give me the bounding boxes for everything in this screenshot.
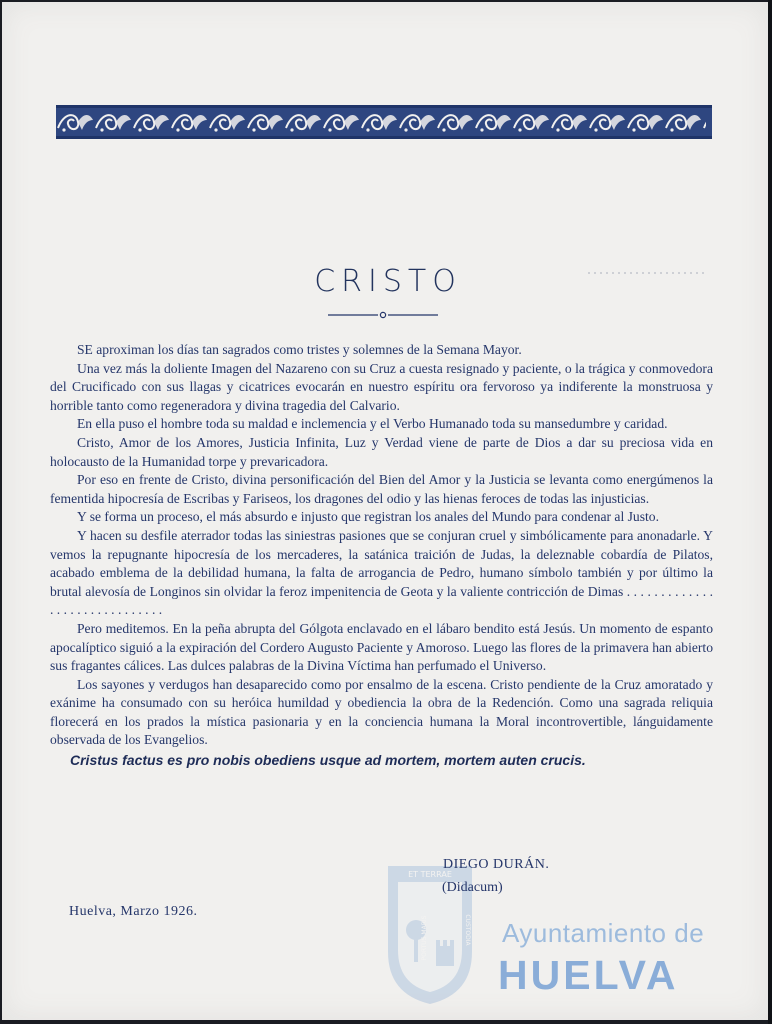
scroll-motif: [362, 115, 397, 132]
scroll-motif: [172, 115, 207, 132]
scroll-motif: [666, 115, 701, 132]
scroll-motif: [96, 115, 131, 132]
scroll-motif: [286, 115, 321, 132]
book-edge-shadow: [768, 0, 772, 1024]
scroll-motif: [476, 115, 511, 132]
scroll-motif: [400, 115, 435, 132]
paragraph: SE aproximan los días tan sagrados como tristes y solemnes de la Semana Mayor.: [77, 342, 522, 357]
paragraph: Y se forma un proceso, el más absurdo e injusto que registran los anales del Mundo para condenar al Justo.: [77, 509, 659, 525]
paragraph: Los sayones y verdugos han desaparecido como por ensalmo de la escena. Cristo pendiente de la Cruz amoratado y exánime ha consumado con su heróica humildad y obediencia la obra de la Redención. Como una sagrada reliquia florecerá en los prados la mística pasionaria y en la conciencia humana la Moral incontrovertible, lánguidamente observada de los Evangelios.: [50, 676, 713, 748]
paragraph: Una vez más la doliente Imagen del Nazareno con su Cruz a cuesta resignado y paciente, o la trágica y conmovedora del Crucificado con sus llagas y cicatrices evocarán en nuestro espíritu ora fervoroso ya indiferente la monstruosa y horrible tanto como regeneradora y divina tragedia del Calvario.: [50, 360, 713, 413]
scroll-motif: [58, 115, 93, 132]
author-pseudonym: (Didacum): [442, 880, 503, 895]
paragraph: Y hacen su desfile aterrador todas las siniestras pasiones que se conjuran cruel y simbólicamente para anonadarle. Y vemos la repugnante hipocresía de los mercaderes, la satánica traición de Judas, la deleznable cobardía de Pilatos, acabado emblema de la debilidad humana, la falta de arrogancia de Pedro, humano símbolo también y por último la brutal alevosía de Longinos sin olvidar la feroz impenitencia de Geota y la valiente contricción de Dimas . . . . . . . . . . . . . . . . . . . . . . . . . . . . . .: [50, 527, 713, 618]
scroll-motif: [134, 115, 169, 132]
shield-text-top: ET TERRAE: [408, 870, 452, 879]
scroll-motif: [324, 115, 359, 132]
place-and-date: Huelva, Marzo 1926.: [69, 904, 198, 919]
scroll-motif: [210, 115, 245, 132]
paragraph: En ella puso el hombre toda su maldad e inclemencia y el Verbo Humanado toda su mansedumbre y caridad.: [77, 416, 668, 432]
shield-text-left: PORTUS MARIS: [421, 915, 428, 961]
scroll-motif: [628, 115, 663, 132]
paragraph: Cristo, Amor de los Amores, Justicia Infinita, Luz y Verdad viene de parte de Dios a dar su preciosa vida en holocausto de la Humanidad torpe y prevaricadora.: [50, 434, 713, 469]
scroll-motif: [590, 115, 625, 132]
title-ornament-rule: [328, 309, 438, 321]
watermark-line-1: Ayuntamiento de: [502, 918, 705, 948]
author-signature: DIEGO DURÁN.: [443, 857, 550, 872]
scroll-motif: [704, 115, 706, 132]
shield-text-right: CUSTODIA: [464, 914, 471, 946]
paragraph: Pero meditemos. En la peña abrupta del Gólgota enclavado en el lábaro bendito está Jesús. Un momento de espanto apocalíptico siguió a la expiración del Cordero Augusto Paciente y Amoroso. Luego las flores de la primavera han abierto sus fragantes cálices. Las dulces palabras de la Divina Víctima han perfumado el Universo.: [50, 620, 713, 674]
page-title: CRISTO: [314, 264, 462, 299]
scroll-motif: [438, 115, 473, 132]
paragraph: Por eso en frente de Cristo, divina personificación del Bien del Amor y la Justicia se levanta como energúmenos la fementida hipocresía de Escribas y Fariseos, los dragones del odio y las hienas feroces de todas las injusticias.: [50, 472, 713, 506]
latin-quote: Cristus factus es pro nobis obediens usque ad mortem, mortem auten crucis.: [70, 752, 586, 769]
ornamental-band: [56, 105, 712, 139]
article-body: [50, 341, 713, 770]
scroll-motif: [514, 115, 549, 132]
scroll-motif: [248, 115, 283, 132]
scroll-motif: [552, 115, 587, 132]
watermark-line-2: HUELVA: [498, 952, 679, 998]
document-page: [2, 2, 768, 1020]
